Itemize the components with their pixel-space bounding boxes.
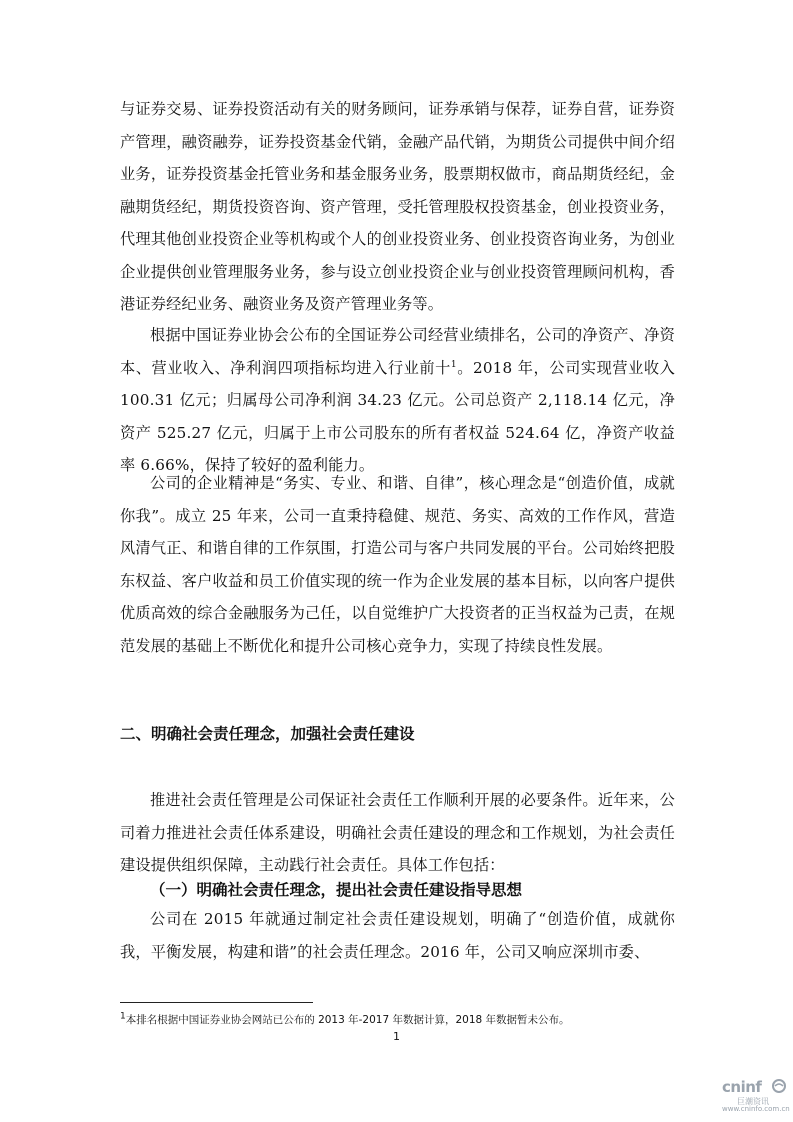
logo-cn-text: 巨潮资讯 (737, 1097, 769, 1106)
paragraph-csr-management: 推进社会责任管理是公司保证社会责任工作顺利开展的必要条件。近年来，公司着力推进社会责任体系建设，明确社会责任建设的理念和工作规划，为社会责任建设提供组织保障，主动践行社会责任。具体工作包括： (120, 791, 675, 874)
subsection-heading: （一）明确社会责任理念，提出社会责任建设指导思想 (150, 881, 523, 899)
performance-text-b: 。2018 年，公司实现营业收入 100.31 亿元；归属母公司净利润 34.23 亿元。公司总资产 2,118.14 亿元，净资产 525.27 亿元，归属于上市公司股东的所有者权益 524.64 亿，净资产收益率 6.66%，保持了较好的盈利能力。 (120, 358, 675, 474)
footnote (120, 1012, 570, 1027)
logo-brand-text: cninf (722, 1078, 762, 1096)
section-heading: 二、明确社会责任理念，加强社会责任建设 (120, 725, 415, 743)
logo-swirl-icon (772, 1079, 786, 1093)
paragraph-business-scope: 与证券交易、证券投资活动有关的财务顾问，证券承销与保荐，证券自营，证券资产管理，融资融券，证券投资基金代销，金融产品代销，为期货公司提供中间介绍业务，证券投资基金托管业务和基金服务业务，股票期权做市，商品期货经纪，金融期货经纪，期货投资咨询、资产管理，受托管理股权投资基金，创业投资业务，代理其他创业投资企业等机构或个人的创业投资业务、创业投资咨询业务，为创业企业提供创业管理服务业务，参与设立创业投资企业与创业投资管理顾问机构，香港证券经纪业务、融资业务及资产管理业务等。 (120, 100, 675, 313)
logo-url-text: www.cninfo.com.cn (722, 1105, 790, 1113)
paragraph-corporate-spirit: 公司的企业精神是“务实、专业、和谐、自律”，核心理念是“创造价值，成就你我”。成立 25 年来，公司一直秉持稳健、规范、务实、高效的工作作风，营造风清气正、和谐自律的工作氛围，打造公司与客户共同发展的平台。公司始终把股东权益、客户收益和员工价值实现的统一作为企业发展的基本目标，以向客户提供优质高效的综合金融服务为己任，以自觉维护广大投资者的正当权益为己责，在规范发展的基础上不断优化和提升公司核心竞争力，实现了持续良性发展。 (120, 474, 675, 655)
paragraph-csr-philosophy: 公司在 2015 年就通过制定社会责任建设规划，明确了“创造价值，成就你我，平衡发展，构建和谐”的社会责任理念。2016 年，公司又响应深圳市委、 (120, 910, 675, 961)
footnote-text: 本排名根据中国证券业协会网站已公布的 2013 年-2017 年数据计算，2018 年数据暂未公布。 (125, 1014, 570, 1026)
page-number: 1 (393, 1030, 400, 1043)
footnote-marker: 1 (120, 1011, 126, 1022)
performance-text-a: 根据中国证券业协会公布的全国证券公司经营业绩排名，公司的净资产、净资本、营业收入、净利润四项指标均进入行业前十 (120, 326, 675, 377)
footnote-ref: 1 (450, 359, 457, 370)
footnote-divider (120, 1002, 313, 1003)
cninfo-watermark-logo (722, 1078, 788, 1112)
paragraph-performance (120, 319, 675, 482)
